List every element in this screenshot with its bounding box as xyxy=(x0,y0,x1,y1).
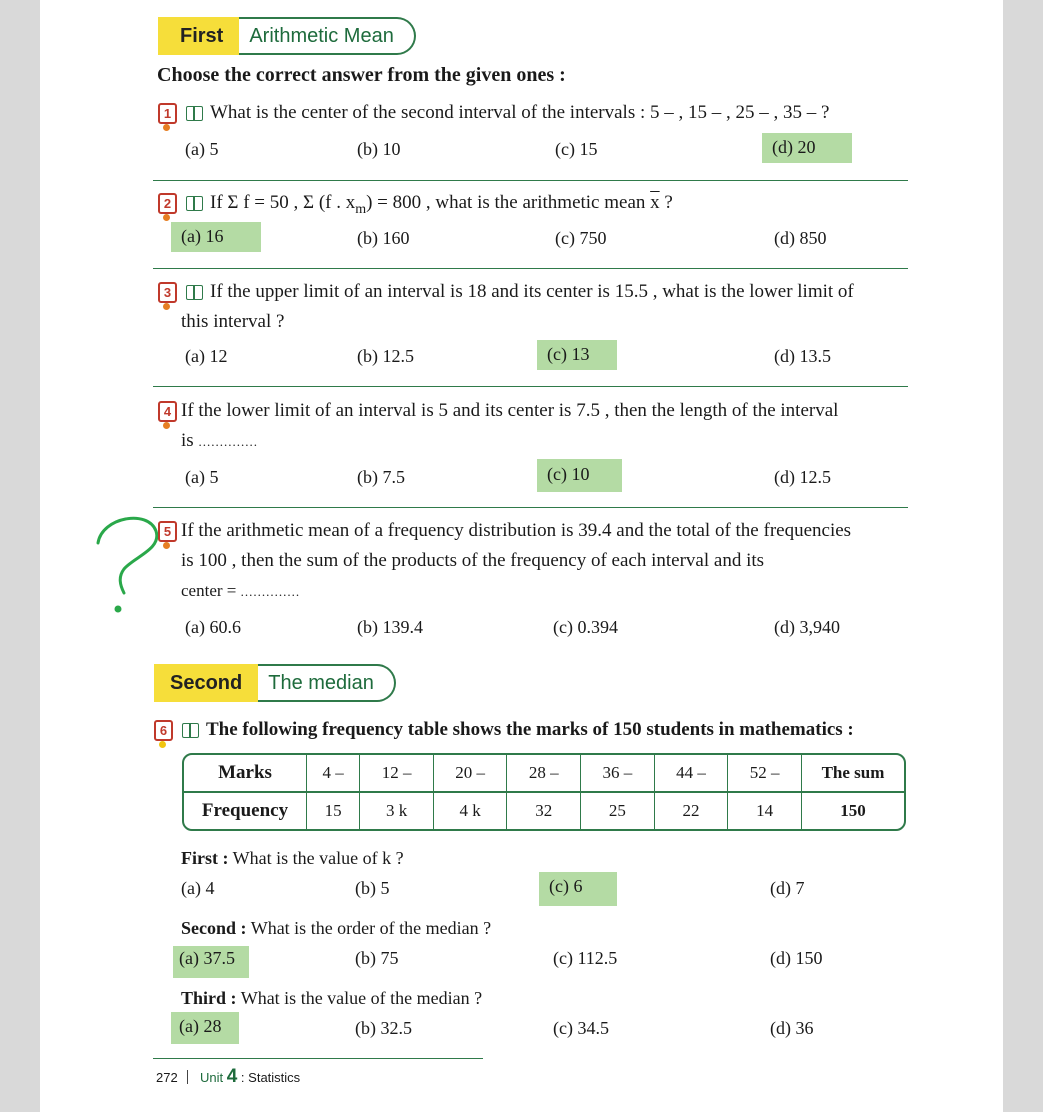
option-d[interactable]: (d) 12.5 xyxy=(774,467,831,487)
footer xyxy=(156,1066,300,1088)
option-b[interactable]: (b) 10 xyxy=(357,139,401,159)
question-text-line2: is 100 , then the sum of the products of the frequency of each interval and its xyxy=(181,550,765,571)
question-text: What is the center of the second interval of the intervals : 5 – , 15 – , 25 – , 35 – ? xyxy=(210,102,830,123)
option-a-answer[interactable]: (a) 16 xyxy=(171,222,261,252)
table-cell: 25 xyxy=(581,793,655,829)
option-b[interactable]: (b) 5 xyxy=(355,878,390,898)
bullet-dot xyxy=(163,124,170,131)
subscript-m: m xyxy=(355,201,367,217)
option-b[interactable]: (b) 32.5 xyxy=(355,1018,412,1038)
question-text: If the arithmetic mean of a frequency distribution is 39.4 and the total of the frequencies xyxy=(181,520,852,541)
question-text-line2: this interval ? xyxy=(181,311,285,332)
question-number: 3 xyxy=(158,282,177,303)
question-number: 5 xyxy=(158,521,177,542)
question-text-part: If Σ f = 50 , Σ (f . x xyxy=(210,192,356,213)
divider xyxy=(153,268,908,269)
sub-question-text: What is the value of k ? xyxy=(232,848,404,868)
book-icon xyxy=(186,106,203,121)
book-icon xyxy=(186,285,203,300)
bullet-dot xyxy=(163,422,170,429)
table-header-cell: The sum xyxy=(802,755,904,793)
question-text-line3 xyxy=(181,576,300,607)
option-c-answer[interactable]: (c) 10 xyxy=(537,459,622,492)
question-text-part: ) = 800 , what is the arithmetic mean xyxy=(366,192,651,213)
option-d[interactable]: (d) 7 xyxy=(770,878,805,898)
table-cell: 22 xyxy=(655,793,729,829)
sub-question-text: What is the order of the median ? xyxy=(250,918,492,938)
question-text-part: center = xyxy=(181,581,237,600)
option-b[interactable]: (b) 139.4 xyxy=(357,617,423,637)
table-cell: 52 – xyxy=(728,755,802,793)
section-title: The median xyxy=(258,664,396,702)
table-cell: 36 – xyxy=(581,755,655,793)
table-cell: 32 xyxy=(507,793,581,829)
sub-question-label: Third : xyxy=(181,988,237,1008)
table-cell: 4 k xyxy=(434,793,508,829)
answer-blank: .............. xyxy=(240,584,301,599)
option-d[interactable]: (d) 13.5 xyxy=(774,346,831,366)
sub-question xyxy=(181,983,482,1013)
table-cell: 28 – xyxy=(507,755,581,793)
book-icon xyxy=(186,196,203,211)
table-cell: 12 – xyxy=(360,755,434,793)
option-c[interactable]: (c) 34.5 xyxy=(553,1018,609,1038)
option-d[interactable]: (d) 3,940 xyxy=(774,617,840,637)
book-icon xyxy=(182,723,199,738)
table-cell: 44 – xyxy=(655,755,729,793)
section-header-first xyxy=(158,17,416,55)
option-a-answer[interactable]: (a) 28 xyxy=(171,1012,239,1044)
option-a[interactable]: (a) 5 xyxy=(185,467,219,487)
divider xyxy=(153,180,908,181)
option-b[interactable]: (b) 160 xyxy=(357,228,410,248)
sub-question xyxy=(181,913,491,943)
table-cell: 4 – xyxy=(307,755,360,793)
option-d[interactable]: (d) 150 xyxy=(770,948,823,968)
unit-name: Statistics xyxy=(248,1070,301,1085)
section-tag: Second xyxy=(154,664,258,702)
bullet-dot xyxy=(163,214,170,221)
table-header-cell: Frequency xyxy=(184,793,307,829)
footer-separator xyxy=(187,1070,188,1084)
option-c[interactable]: (c) 112.5 xyxy=(553,948,618,968)
option-c[interactable]: (c) 15 xyxy=(555,139,598,159)
table-cell: 14 xyxy=(728,793,802,829)
option-d-answer[interactable]: (d) 20 xyxy=(762,133,852,163)
section-header-second xyxy=(154,664,396,702)
question-text-line2 xyxy=(181,426,258,457)
divider xyxy=(153,507,908,508)
option-a[interactable]: (a) 12 xyxy=(185,346,228,366)
table-header-cell: Marks xyxy=(184,755,307,793)
instruction: Choose the correct answer from the given ones : xyxy=(157,64,566,86)
table-cell: 3 k xyxy=(360,793,434,829)
section-tag: First xyxy=(158,17,239,55)
table-cell: 150 xyxy=(840,801,866,820)
question-number: 1 xyxy=(158,103,177,124)
question-text-part: is xyxy=(181,430,194,451)
option-c[interactable]: (c) 750 xyxy=(555,228,607,248)
question-text-part: ? xyxy=(659,192,673,213)
option-b[interactable]: (b) 7.5 xyxy=(357,467,405,487)
question-text: If the upper limit of an interval is 18 and its center is 15.5 , what is the lower limit of xyxy=(210,281,854,302)
table-row xyxy=(184,755,904,793)
table-cell: 15 xyxy=(307,793,360,829)
sub-question xyxy=(181,843,404,873)
x-bar-symbol: $\overline{x}$ xyxy=(650,192,660,213)
bullet-dot xyxy=(163,303,170,310)
option-c-answer[interactable]: (c) 6 xyxy=(539,872,617,906)
option-a[interactable]: (a) 60.6 xyxy=(185,617,241,637)
option-b[interactable]: (b) 12.5 xyxy=(357,346,414,366)
option-a[interactable]: (a) 5 xyxy=(185,139,219,159)
option-c[interactable]: (c) 0.394 xyxy=(553,617,618,637)
answer-blank: .............. xyxy=(198,434,258,449)
option-a-answer[interactable]: (a) 37.5 xyxy=(173,946,249,978)
sub-question-label: First : xyxy=(181,848,229,868)
table-cell: 20 – xyxy=(434,755,508,793)
question-number: 2 xyxy=(158,193,177,214)
option-d[interactable]: (d) 36 xyxy=(770,1018,814,1038)
bullet-dot xyxy=(159,741,166,748)
question-number: 4 xyxy=(158,401,177,422)
question-text xyxy=(210,188,673,225)
option-d[interactable]: (d) 850 xyxy=(774,228,827,248)
unit-separator: : xyxy=(240,1070,245,1085)
sub-question-text: What is the value of the median ? xyxy=(240,988,483,1008)
footer-rule xyxy=(153,1058,483,1059)
bullet-dot xyxy=(163,542,170,549)
page-number: 272 xyxy=(156,1070,178,1085)
divider xyxy=(153,386,908,387)
unit-number: 4 xyxy=(226,1066,238,1087)
question-number: 6 xyxy=(154,720,173,741)
option-b[interactable]: (b) 75 xyxy=(355,948,399,968)
question-text: If the lower limit of an interval is 5 and its center is 7.5 , then the length of the interval xyxy=(181,400,839,421)
option-a[interactable]: (a) 4 xyxy=(181,878,215,898)
frequency-table xyxy=(182,753,906,831)
section-title: Arithmetic Mean xyxy=(239,17,416,55)
question-text: The following frequency table shows the marks of 150 students in mathematics : xyxy=(206,719,854,740)
sub-question-label: Second : xyxy=(181,918,247,938)
table-row xyxy=(184,793,904,829)
option-c-answer[interactable]: (c) 13 xyxy=(537,340,617,370)
page xyxy=(40,0,1003,1112)
unit-label: Unit xyxy=(199,1070,224,1085)
